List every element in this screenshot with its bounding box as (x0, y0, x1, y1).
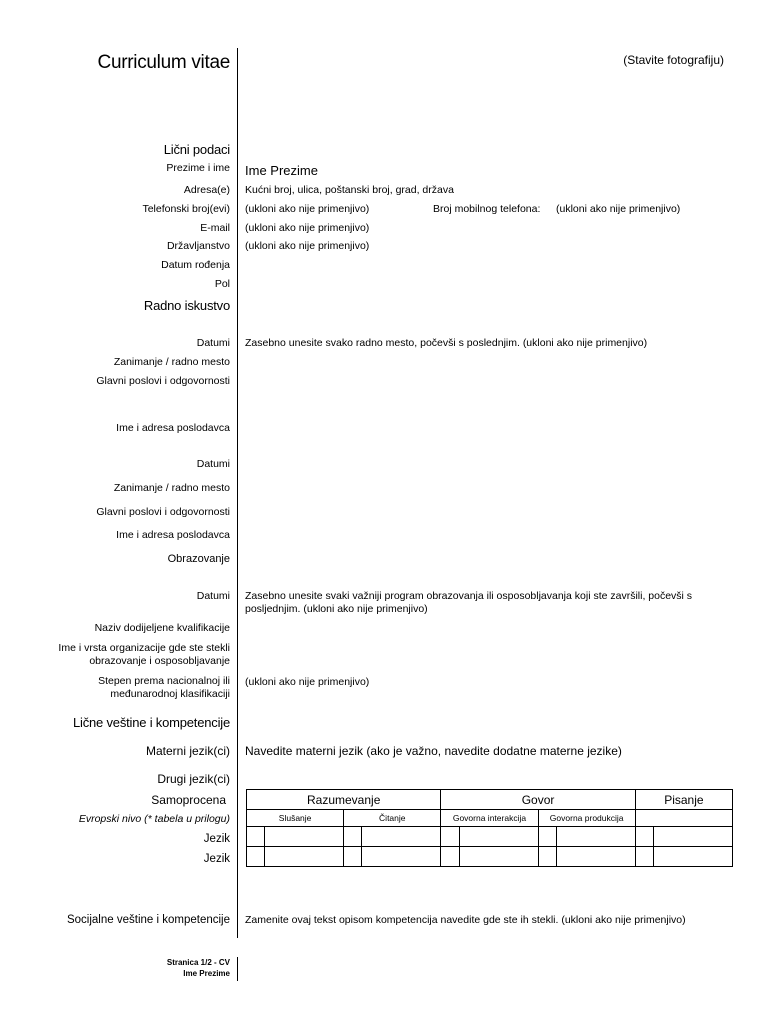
desc-cell[interactable] (362, 827, 441, 847)
level-cell[interactable] (635, 847, 653, 867)
footer-page: Stranica 1/2 - CV (166, 958, 230, 967)
language-2-label: Jezik (203, 853, 230, 865)
mobile-value[interactable]: (ukloni ako nije primenjivo) (556, 203, 681, 215)
citizenship-value[interactable]: (ukloni ako nije primenjivo) (245, 240, 370, 252)
gender-label: Pol (214, 278, 230, 290)
email-value[interactable]: (ukloni ako nije primenjivo) (245, 222, 370, 234)
level-cell[interactable] (538, 827, 556, 847)
reading-header: Čitanje (344, 810, 441, 827)
mother-tongue-label: Materni jezik(ci) (145, 744, 230, 758)
interaction-header: Govorna interakcija (441, 810, 538, 827)
level-cell[interactable] (344, 827, 362, 847)
edu-level-label-1: Stepen prema nacionalnoj ili (98, 675, 230, 687)
work-dates-value[interactable]: Zasebno unesite svako radno mesto, počevši s poslednjim. (ukloni ako nije primenjivo) (245, 337, 648, 349)
edu-dates-value-2[interactable]: posljednjim. (ukloni ako nije primenjivo) (245, 603, 428, 615)
name-value[interactable]: Ime Prezime (245, 163, 318, 178)
desc-cell[interactable] (459, 827, 538, 847)
column-divider (237, 48, 238, 938)
desc-cell[interactable] (653, 827, 732, 847)
level-cell[interactable] (441, 847, 459, 867)
speaking-header: Govor (441, 790, 635, 810)
edu-qualification-label: Naziv dodijeljene kvalifikacije (94, 622, 230, 634)
writing-header: Pisanje (635, 790, 732, 810)
desc-cell[interactable] (459, 847, 538, 867)
mobile-label: Broj mobilnog telefona: (433, 203, 541, 215)
desc-cell[interactable] (265, 827, 344, 847)
desc-cell[interactable] (556, 847, 635, 867)
social-skills-label: Socijalne veštine i kompetencije (66, 914, 230, 926)
email-label: E-mail (200, 222, 230, 234)
language-row-1 (247, 827, 733, 847)
phone-label: Telefonski broj(evi) (142, 203, 230, 215)
understanding-header: Razumevanje (247, 790, 441, 810)
language-row-2 (247, 847, 733, 867)
photo-placeholder[interactable]: (Stavite fotografiju) (623, 53, 724, 67)
edu-org-label-2: obrazovanje i osposobljavanje (89, 655, 230, 667)
citizenship-label: Državljanstvo (166, 240, 230, 252)
mother-tongue-bold: Navedite materni jezik (245, 744, 364, 758)
listening-header: Slušanje (247, 810, 344, 827)
section-skills: Lične veštine i kompetencije (73, 715, 230, 730)
desc-cell[interactable] (653, 847, 732, 867)
work-dates-label: Datumi (196, 337, 230, 349)
work-duties-label: Glavni poslovi i odgovornosti (96, 375, 230, 387)
edu-org-label-1: Ime i vrsta organizacije gde ste stekli (58, 642, 230, 654)
desc-cell[interactable] (265, 847, 344, 867)
section-work: Radno iskustvo (143, 298, 230, 313)
edu-dates-label: Datumi (196, 590, 230, 602)
mother-tongue-value[interactable] (245, 744, 622, 758)
edu-dates-value-1[interactable]: Zasebno unesite svaki važniji program obrazovanja ili osposobljavanja koji ste završili, počevši s (245, 590, 693, 602)
work-dates2-label: Datumi (196, 458, 230, 470)
cv-title: Curriculum vitae (97, 52, 230, 73)
other-languages-label: Drugi jezik(ci) (157, 772, 230, 786)
language-table (246, 789, 733, 867)
section-education: Obrazovanje (167, 553, 230, 565)
work-employer2-label: Ime i adresa poslodavca (116, 529, 230, 541)
phone-value[interactable]: (ukloni ako nije primenjivo) (245, 203, 370, 215)
work-duties2-label: Glavni poslovi i odgovornosti (96, 506, 230, 518)
name-label: Prezime i ime (166, 162, 230, 174)
level-cell[interactable] (344, 847, 362, 867)
desc-cell[interactable] (556, 827, 635, 847)
footer-name: Ime Prezime (183, 969, 230, 978)
footer-divider (237, 957, 238, 981)
work-position-label: Zanimanje / radno mesto (113, 356, 230, 368)
level-cell[interactable] (247, 827, 265, 847)
section-personal: Lični podaci (163, 142, 230, 157)
level-cell[interactable] (441, 827, 459, 847)
level-cell[interactable] (635, 827, 653, 847)
work-position2-label: Zanimanje / radno mesto (113, 482, 230, 494)
address-label: Adresa(e) (183, 184, 230, 196)
level-cell[interactable] (538, 847, 556, 867)
edu-level-value[interactable]: (ukloni ako nije primenjivo) (245, 676, 370, 688)
work-employer-label: Ime i adresa poslodavca (116, 422, 230, 434)
european-level-label: Evropski nivo (* tabela u prilogu) (78, 813, 230, 825)
social-skills-value[interactable]: Zamenite ovaj tekst opisom kompetencija navedite gde ste ih stekli. (ukloni ako nije primenjivo) (245, 914, 686, 926)
dob-label: Datum rođenja (161, 259, 230, 271)
address-value[interactable]: Kućni broj, ulica, poštanski broj, grad, država (245, 184, 454, 196)
language-1-label: Jezik (203, 833, 230, 845)
level-cell[interactable] (247, 847, 265, 867)
mother-tongue-rest: (ako je važno, navedite dodatne materne jezike) (363, 744, 622, 758)
writing-subheader (635, 810, 732, 827)
desc-cell[interactable] (362, 847, 441, 867)
self-assessment-label: Samoprocena (151, 793, 226, 807)
edu-level-label-2: međunarodnoj klasifikaciji (110, 688, 230, 700)
production-header: Govorna produkcija (538, 810, 635, 827)
